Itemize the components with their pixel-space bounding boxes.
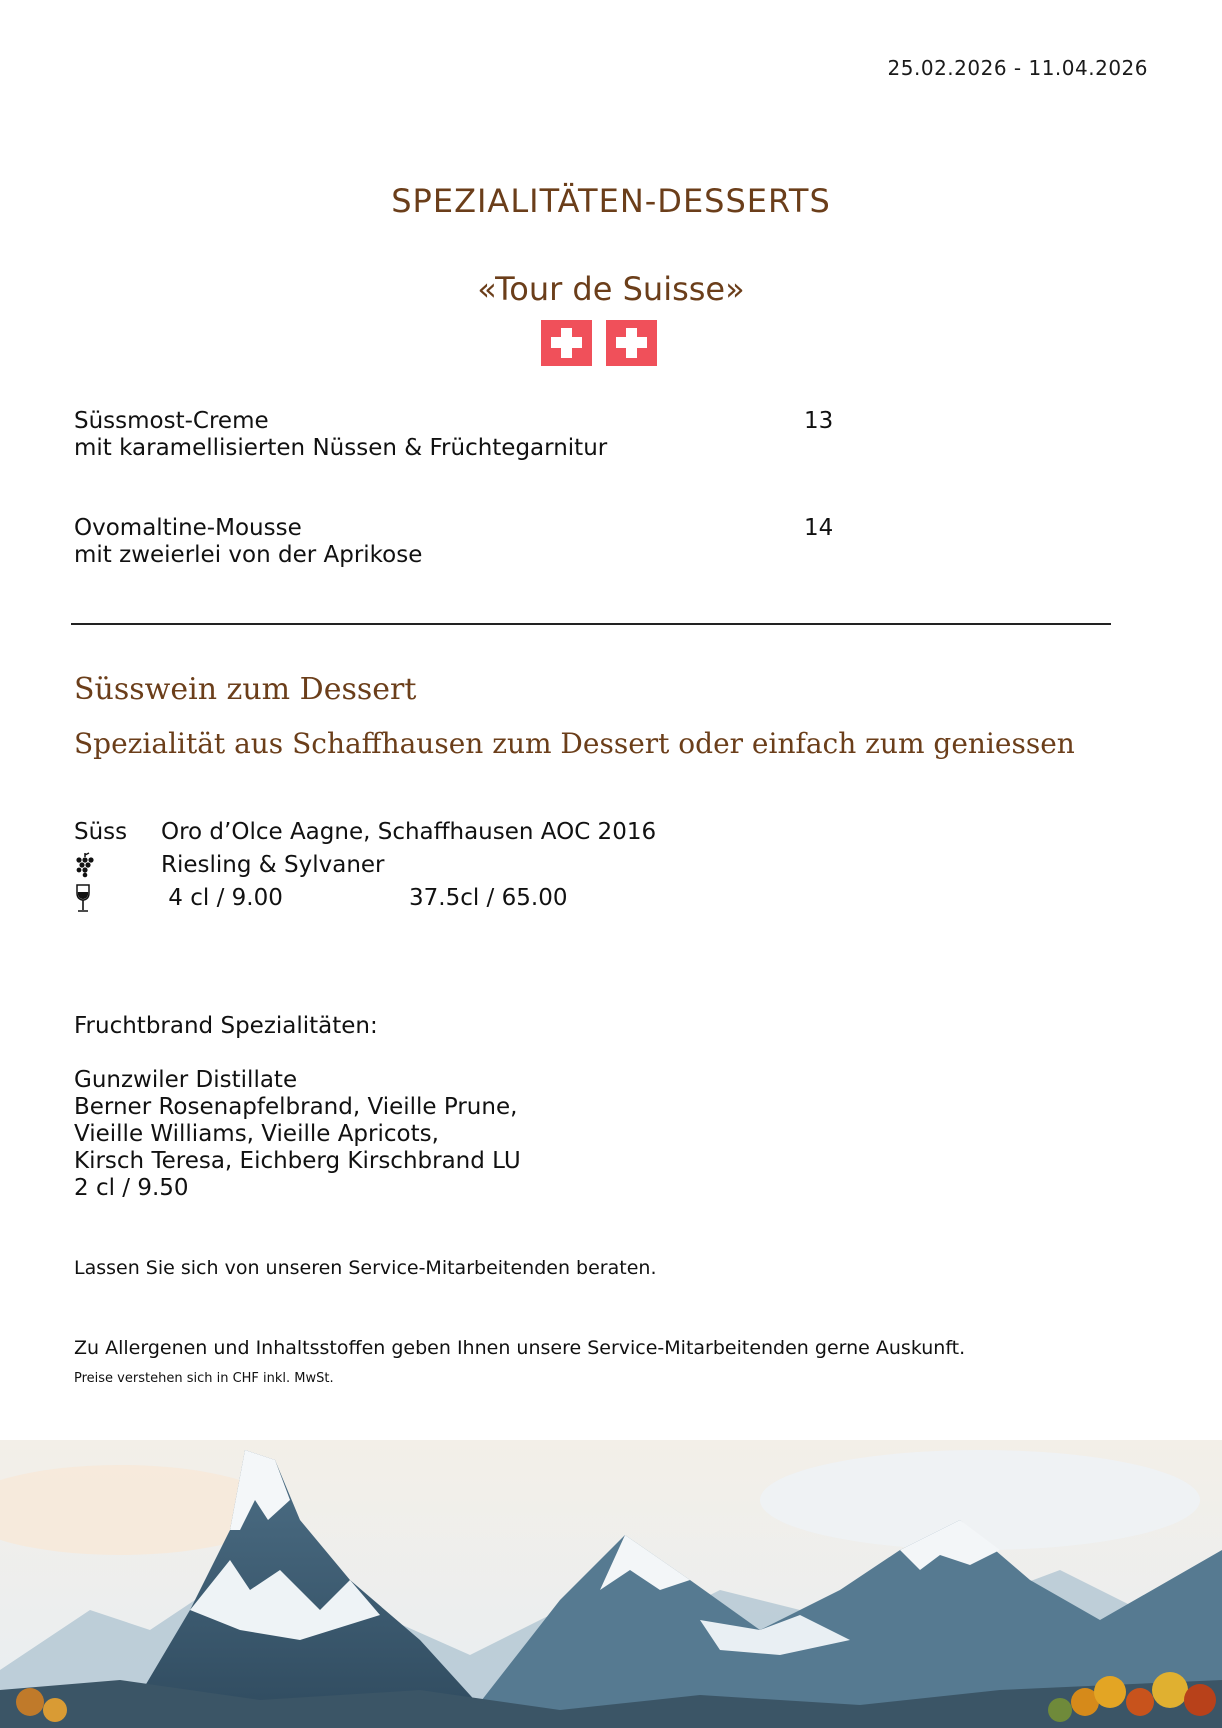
dessert-name: Süssmost-Creme [74, 408, 269, 434]
dessert-item [74, 515, 834, 569]
wine-grapes: Riesling & Sylvaner [161, 851, 385, 878]
list-item: Gunzwiler Distillate [74, 1067, 298, 1093]
fruchtbrand-list [74, 1067, 521, 1202]
dessert-description: mit zweierlei von der Aprikose [74, 542, 423, 568]
dessert-description: mit karamellisierten Nüssen & Früchtegarnitur [74, 435, 608, 461]
dessert-price: 14 [804, 515, 834, 541]
price-note: Preise verstehen sich in CHF inkl. MwSt. [74, 1371, 334, 1386]
wine-subheading: Spezialität aus Schaffhausen zum Dessert oder einfach zum geniessen [74, 727, 1075, 760]
date-range: 25.02.2026 - 11.04.2026 [887, 56, 1148, 80]
swiss-flag-icon [606, 320, 657, 366]
wine-name: Oro d’Olce Aagne, Schaffhausen AOC 2016 [161, 818, 657, 845]
grape-icon [74, 852, 96, 878]
wine-glass-icon [74, 883, 92, 913]
dessert-name: Ovomaltine-Mousse [74, 515, 302, 541]
list-item: Kirsch Teresa, Eichberg Kirschbrand LU [74, 1148, 521, 1174]
list-item: Vieille Williams, Vieille Apricots, [74, 1121, 439, 1147]
fruchtbrand-title: Fruchtbrand Spezialitäten: [74, 1013, 378, 1039]
dessert-item [74, 408, 834, 462]
swiss-flag-icon [541, 320, 592, 366]
swiss-flags [541, 320, 657, 366]
wine-heading: Süsswein zum Dessert [74, 672, 417, 707]
list-item: 2 cl / 9.50 [74, 1175, 189, 1201]
wine-price-small: 4 cl / 9.00 [161, 884, 283, 911]
service-advice-note: Lassen Sie sich von unseren Service-Mitarbeitenden beraten. [74, 1257, 657, 1279]
wine-price-large: 37.5cl / 65.00 [409, 884, 568, 911]
wine-entry [74, 815, 656, 914]
allergen-note: Zu Allergenen und Inhaltsstoffen geben Ihnen unsere Service-Mitarbeitenden gerne Auskunft. [74, 1337, 966, 1359]
section-divider [71, 623, 1111, 625]
wine-type-label: Süss [74, 818, 128, 845]
dessert-price: 13 [804, 408, 834, 434]
page-title: SPEZIALITÄTEN-DESSERTS [391, 182, 831, 220]
mountain-illustration [0, 1440, 1222, 1728]
mountain-landscape-image [0, 1440, 1222, 1728]
list-item: Berner Rosenapfelbrand, Vieille Prune, [74, 1094, 518, 1120]
page-subtitle: «Tour de Suisse» [477, 270, 745, 308]
